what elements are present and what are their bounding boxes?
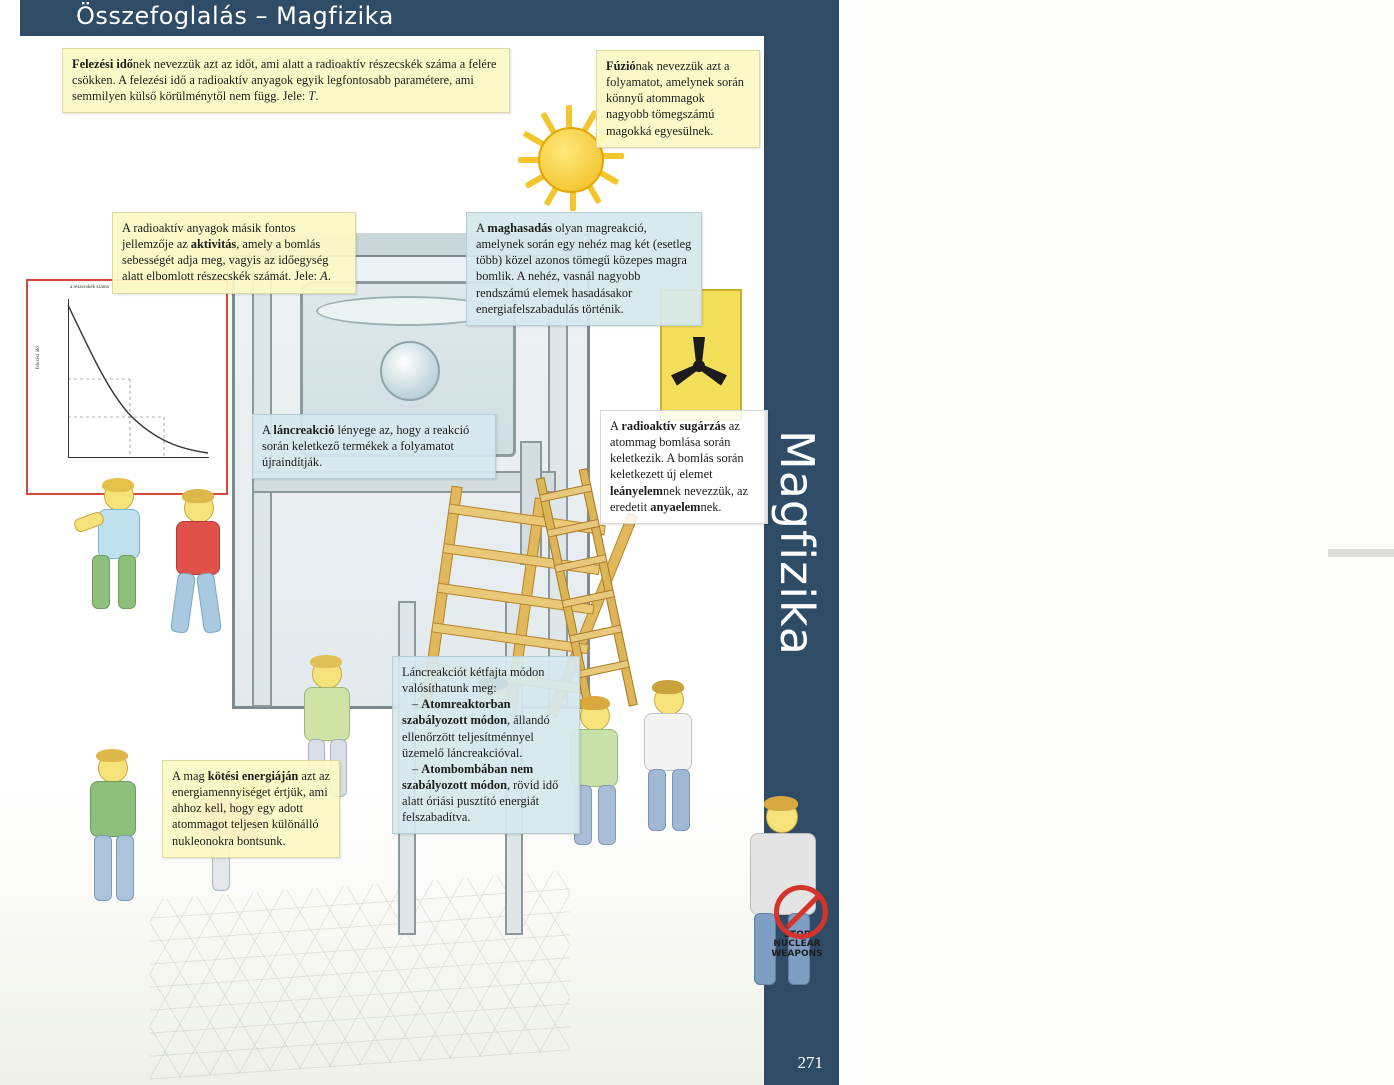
callout-chain-reaction: A láncreakció lényege az, hogy a reakció során keletkező termékek a folyamatot újraindítják.	[252, 414, 496, 479]
page-title: Összefoglalás – Magfizika	[76, 2, 394, 30]
graph-curve	[68, 299, 208, 457]
tshirt-line-1: STOP	[783, 930, 811, 940]
callout-chain-reaction-types: Láncreakciót kétfajta módon valósíthatunk meg: – Atomreaktorban szabályozott módon, állandó ellenőrzött teljesítménnyel üzemelő láncreakcióval. – Atombombában nem szabályozott módon, rövid idő alatt óriási pusztító energiát felszabadítva.	[392, 656, 580, 834]
tshirt-line-2: NUCLEAR	[773, 939, 821, 950]
callout-radiation: A radioaktív sugárzás az atommag bomlása során keletkezik. A bomlás során keletkezett új elemet leányelemnek nevezzük, az eredetit anyaelemnek.	[600, 410, 768, 524]
tshirt-line-3: WEAPONS	[771, 948, 823, 959]
graph-curve-label: felezési idő	[36, 346, 41, 369]
callout-activity: A radioaktív anyagok másik fontos jellemzője az aktivitás, amely a bomlás sebességét adja meg, vagyis az időegység alatt elbomlott részecskék számát. Jele: A.	[112, 212, 356, 294]
graph-y-axis-label: a részecskék száma	[70, 285, 109, 290]
prohibition-icon	[774, 885, 828, 939]
chapter-tab-label: Magfizika	[770, 430, 824, 656]
callout-fission: A maghasadás olyan magreakció, amelynek során egy nehéz mag két (esetleg több) közel azonos tömegű közepes magra bomlik. A nehéz, vasnál nagyobb rendszámú elemek hasadásakor energiafelszabadulás történik.	[466, 212, 702, 326]
page-number: 271	[797, 1053, 823, 1072]
header-notch	[0, 0, 20, 36]
callout-binding-energy: A mag kötési energiáján azt az energiamennyiséget értjük, ami ahhoz kell, hogy egy adott atommagot teljesen különálló nukleonokra bontsunk.	[162, 760, 340, 858]
decay-curve-graph	[26, 279, 228, 495]
callout-half-life: Felezési időnek nevezzük azt az időt, ami alatt a radioaktív részecskék száma a felére csökken. A felezési idő a radioaktív anyagok egyik legfontosabb paramétere, ami semmilyen külső körülménytől nem függ. Jele: T.	[62, 48, 510, 113]
callout-fusion: Fúziónak nevezzük azt a folyamatot, amelynek során könnyű atommagok nagyobb tömegszámú magokká egyesülnek.	[596, 50, 760, 148]
stop-nuclear-weapons-logo	[766, 901, 828, 975]
reactor-core	[380, 341, 440, 401]
page-header	[0, 0, 839, 36]
radiation-trefoil-icon	[674, 341, 724, 391]
